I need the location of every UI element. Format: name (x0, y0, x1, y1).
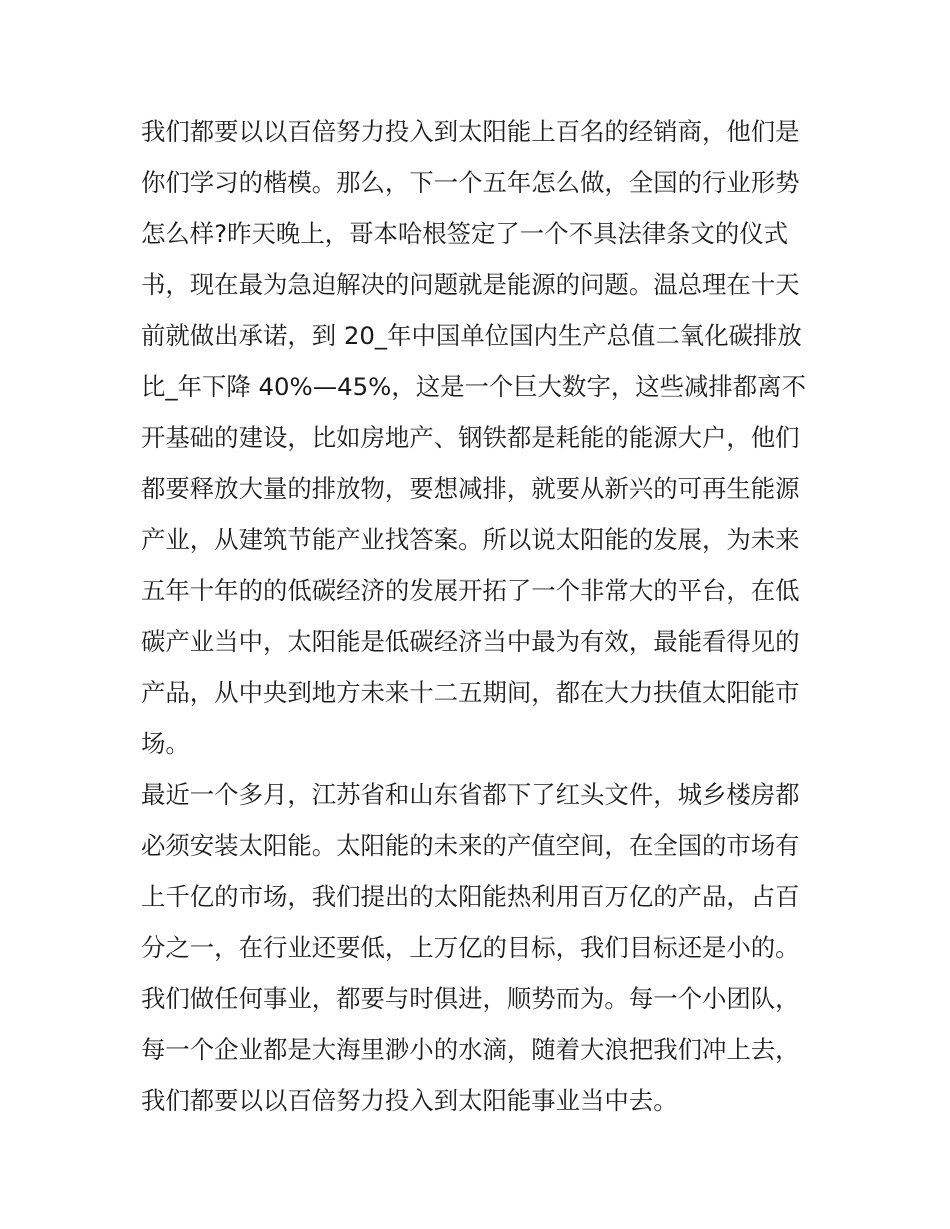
text-line: 最近一个多月，江苏省和山东省都下了红头文件，城乡楼房都 (141, 780, 800, 809)
text-line: 我们做任何事业，都要与时俱进，顺势而为。每一个小团队， (141, 984, 800, 1013)
body-text (141, 106, 813, 1126)
text-line: 五年十年的的低碳经济的发展开拓了一个非常大的平台，在低 (141, 576, 800, 605)
text-line: 碳产业当中，太阳能是低碳经济当中最为有效，最能看得见的 (141, 627, 800, 656)
text-line: 你们学习的楷模。那么，下一个五年怎么做，全国的行业形势 (141, 168, 800, 197)
text-line: 我们都要以以百倍努力投入到太阳能事业当中去。 (141, 1086, 678, 1115)
text-line: 前就做出承诺，到 20_年中国单位国内生产总值二氧化碳排放 (141, 321, 802, 350)
text-line: 我们都要以以百倍努力投入到太阳能上百名的经销商，他们是 (141, 117, 800, 146)
text-line: 分之一，在行业还要低，上万亿的目标，我们目标还是小的。 (141, 933, 800, 962)
text-line: 比_年下降 40%—45%，这是一个巨大数字，这些减排都离不 (141, 372, 806, 401)
text-line: 场。 (141, 729, 190, 758)
text-line: 开基础的建设，比如房地产、钢铁都是耗能的能源大户，他们 (141, 423, 800, 452)
text-line: 每一个企业都是大海里渺小的水滴，随着大浪把我们冲上去， (141, 1035, 800, 1064)
text-line: 必须安装太阳能。太阳能的未来的产值空间，在全国的市场有 (141, 831, 800, 860)
text-line: 产业，从建筑节能产业找答案。所以说太阳能的发展，为未来 (141, 525, 800, 554)
text-line: 怎么样?昨天晚上，哥本哈根签定了一个不具法律条文的仪式 (141, 219, 789, 248)
text-line: 产品，从中央到地方未来十二五期间，都在大力扶值太阳能市 (141, 678, 800, 707)
text-line: 上千亿的市场，我们提出的太阳能热利用百万亿的产品，占百 (141, 882, 800, 911)
text-line: 都要释放大量的排放物，要想减排，就要从新兴的可再生能源 (141, 474, 800, 503)
text-line: 书，现在最为急迫解决的问题就是能源的问题。温总理在十天 (141, 270, 800, 299)
